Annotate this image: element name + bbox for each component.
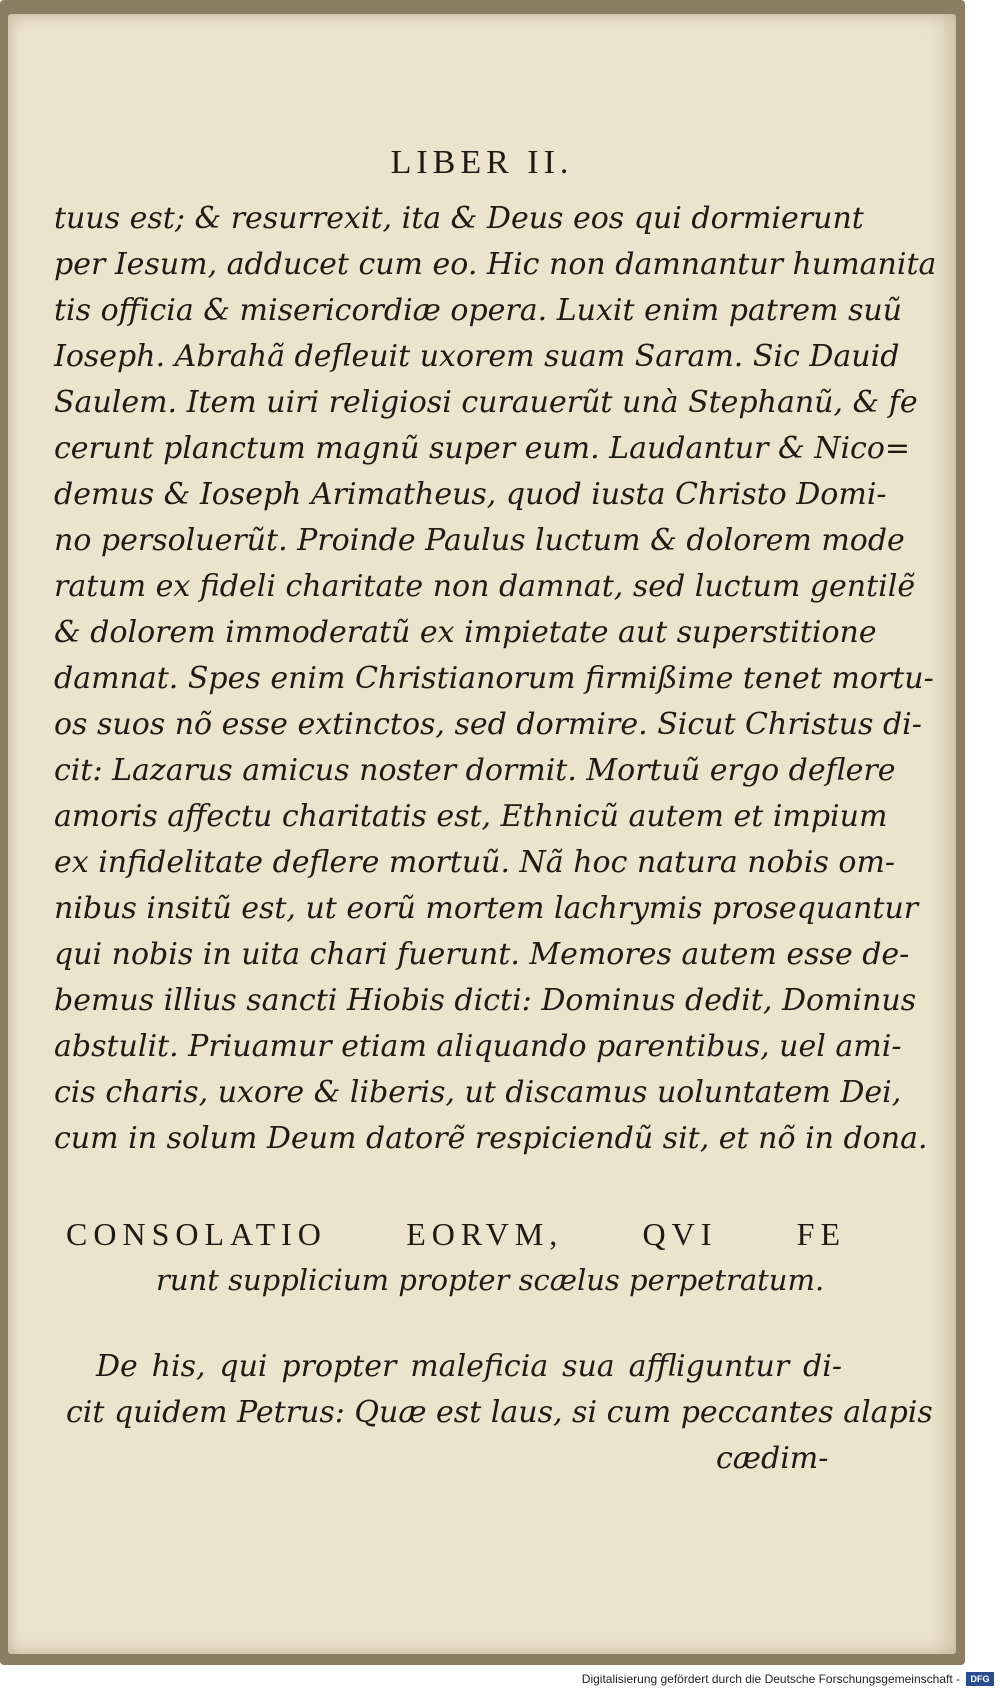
text-line: Ioseph. Abrahã defleuit uxorem suam Saram. Sic Dauid xyxy=(54,339,900,374)
text-line: tis officia & misericordiæ opera. Luxit enim patrem suũ xyxy=(54,293,902,328)
footer-credit: Digitalisierung gefördert durch die Deutsche Forschungsgemeinschaft - xyxy=(581,1672,960,1686)
text-line: os suos nõ esse extinctos, sed dormire. Sicut Christus di- xyxy=(54,707,922,742)
text-line: cit: Lazarus amicus noster dormit. Mortuũ ergo deflere xyxy=(54,753,896,788)
text-line: qui nobis in uita chari fuerunt. Memores autem esse de- xyxy=(54,937,910,972)
text-line: cis charis, uxore & liberis, ut discamus uoluntatem Dei, xyxy=(54,1075,902,1110)
text-line: cerunt planctum magnũ super eum. Laudantur & Nico= xyxy=(54,431,911,466)
text-line: tuus est; & resurrexit, ita & Deus eos qui dormierunt xyxy=(54,201,864,236)
text-line: abstulit. Priuamur etiam aliquando parentibus, uel ami- xyxy=(54,1029,902,1064)
text-line: cum in solum Deum datorẽ respiciendũ sit, et nõ in dona. xyxy=(54,1121,928,1156)
text-line: no persoluerũt. Proinde Paulus luctum & dolorem mode xyxy=(54,523,905,558)
running-head: LIBER II. xyxy=(390,144,574,181)
second-paragraph xyxy=(66,1344,933,1482)
text-line: cit quidem Petrus: Quæ est laus, si cum peccantes alapis xyxy=(66,1395,933,1430)
body-paragraph xyxy=(54,196,937,1162)
text-line: ratum ex fideli charitate non damnat, sed luctum gentilẽ xyxy=(54,569,916,604)
heading-line-2: runt supplicium propter scælus perpetratum. xyxy=(156,1263,825,1297)
text-line: per Iesum, adducet cum eo. Hic non damnantur humanita xyxy=(54,247,937,282)
dfg-logo: DFG xyxy=(966,1672,994,1686)
text-line: Saulem. Item uiri religiosi curauerũt unà Stephanũ, & fe xyxy=(54,385,918,420)
digitization-footer xyxy=(0,1670,1000,1690)
section-heading xyxy=(66,1211,846,1303)
text-line: damnat. Spes enim Christianorum firmißime tenet mortu- xyxy=(54,661,934,696)
text-line: De his, qui propter maleficia sua affliguntur di- xyxy=(96,1349,842,1384)
text-line: bemus illius sancti Hiobis dicti: Dominus dedit, Dominus xyxy=(54,983,917,1018)
catchword: cædim- xyxy=(716,1441,829,1476)
text-line: amoris affectu charitatis est, Ethnicũ autem et impium xyxy=(54,799,888,834)
text-line: demus & Ioseph Arimatheus, quod iusta Christo Domi- xyxy=(54,477,887,512)
text-line: & dolorem immoderatũ ex impietate aut superstitione xyxy=(54,615,877,650)
book-page xyxy=(8,14,956,1654)
heading-line-1: CONSOLATIO EORVM, QVI FE xyxy=(66,1216,846,1252)
text-line: nibus insitũ est, ut eorũ mortem lachrymis prosequantur xyxy=(54,891,919,926)
text-line: ex infidelitate deflere mortuũ. Nã hoc natura nobis om- xyxy=(54,845,896,880)
